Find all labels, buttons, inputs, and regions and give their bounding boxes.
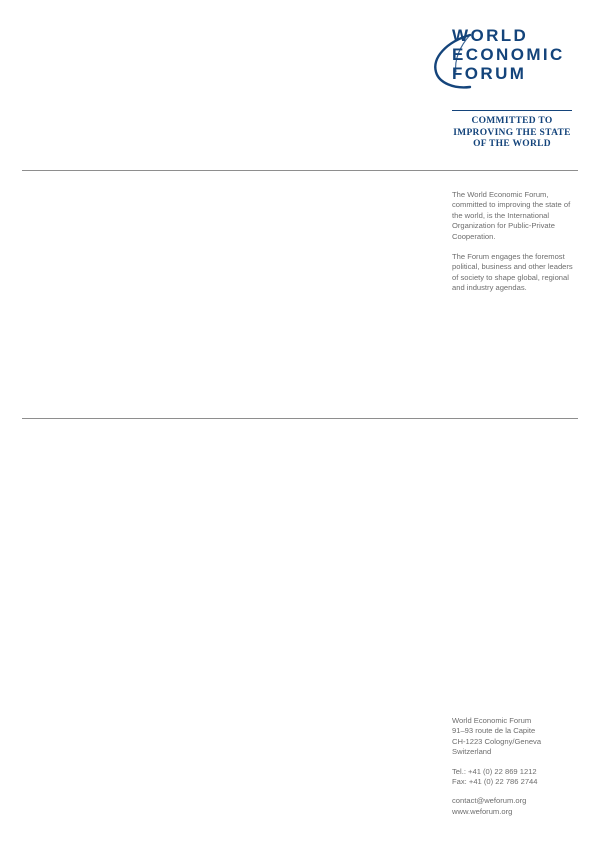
wef-wordmark bbox=[452, 26, 572, 83]
online-group bbox=[452, 796, 582, 817]
tagline-divider bbox=[452, 110, 572, 111]
contact-block bbox=[452, 716, 582, 817]
tagline bbox=[444, 116, 580, 151]
tagline-line-1: COMMITTED TO bbox=[471, 116, 553, 126]
top-divider bbox=[22, 170, 578, 171]
logo-line-forum: FORUM bbox=[452, 64, 527, 83]
address-line-2: CH-1223 Cologny/Geneva bbox=[452, 736, 542, 746]
tagline-line-2: IMPROVING THE STATE bbox=[453, 127, 571, 138]
phone-group bbox=[452, 767, 582, 788]
logo-line-economic: ECONOMIC bbox=[452, 45, 565, 64]
website-link[interactable]: www.weforum.org bbox=[452, 806, 513, 816]
middle-divider bbox=[22, 418, 578, 419]
tagline-line-3: OF THE WORLD bbox=[473, 139, 551, 149]
logo-line-world: WORLD bbox=[452, 26, 529, 45]
email-link[interactable]: contact@weforum.org bbox=[452, 796, 527, 806]
address-group bbox=[452, 716, 582, 758]
description-block bbox=[452, 190, 576, 304]
fax: Fax: +41 (0) 22 786 2744 bbox=[452, 777, 538, 787]
description-paragraph-1: The World Economic Forum, committed to improving the state of the world, is the International Organization for Public-Private Cooperation. bbox=[452, 190, 571, 241]
organization-name: World Economic Forum bbox=[452, 716, 532, 725]
description-paragraph-2: The Forum engages the foremost political, business and other leaders of society to shape global, regional and industry agendas. bbox=[452, 252, 573, 293]
wef-logo bbox=[452, 26, 572, 83]
telephone: Tel.: +41 (0) 22 869 1212 bbox=[452, 766, 537, 776]
address-line-1: 91–93 route de la Capite bbox=[452, 726, 536, 736]
address-line-3: Switzerland bbox=[452, 747, 492, 757]
